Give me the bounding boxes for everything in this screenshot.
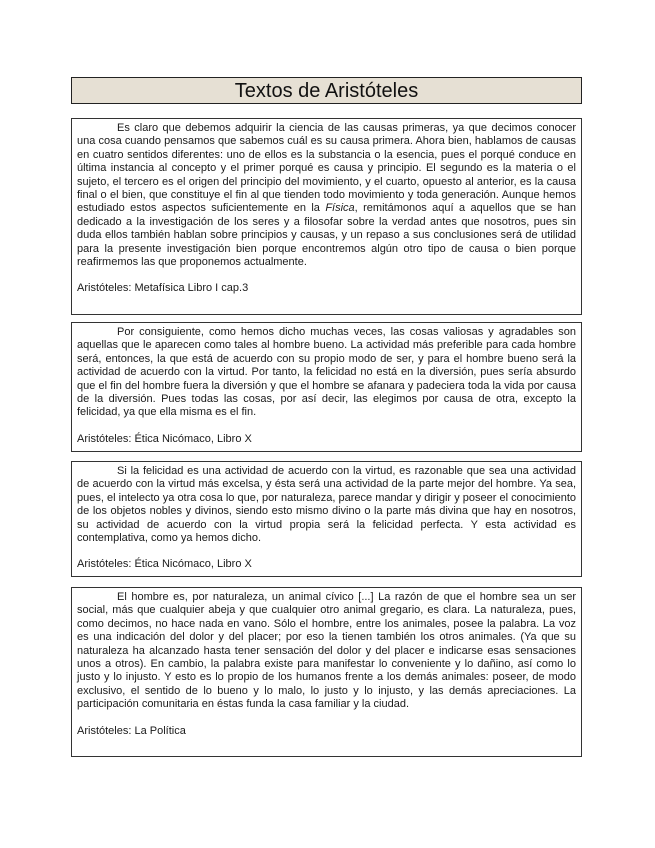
- quote-box-etica-1: [71, 322, 582, 452]
- quote-source: Aristóteles: Ética Nicómaco, Libro X: [77, 432, 252, 445]
- quote-text-part: Es claro que debemos adquirir la ciencia de las causas primeras, ya que decimos conocer una cosa cuando pensamos que sabemos cuál es su causa primera. Ahora bien, hablamos de causas en cuatro sentidos diferentes: uno de ellos es la substancia o la esencia, pues el porqué conduce en última instancia al concepto y el primer porqué es causa y principio. El segundo es la materia o el sujeto, el tercero es el origen del principio del movimiento, y el cuarto, opuesto al anterior, es la causa final o el bien, que constituye el fin al que tienden todo movimiento y toda generación. Aunque hemos estudiado estos aspectos suficientemente en la: [77, 122, 576, 215]
- quote-source: Aristóteles: Ética Nicómaco, Libro X: [77, 558, 252, 571]
- quote-box-metafisica: [71, 118, 582, 315]
- quote-source: Aristóteles: Metafísica Libro I cap.3: [77, 282, 249, 295]
- quote-text: Por consiguiente, como hemos dicho muchas veces, las cosas valiosas y agradables son aquellas que le aparecen como tales al hombre bueno. La actividad más preferible para cada hombre será, entonces, la que está de acuerdo con su propio modo de ser, y para el hombre bueno será la actividad de acuerdo con la virtud. Por tanto, la felicidad no está en la diversión, pues sería absurdo que el fin del hombre fuera la diversión y que el hombre se afanara y padeciera toda la vida por causa de la diversión. Pues todas las cosas, por así decir, las elegimos por causa de otra, excepto la felicidad, ya que ella misma es el fin.: [77, 326, 576, 419]
- quote-source: Aristóteles: La Política: [77, 724, 186, 737]
- quote-text: [77, 122, 576, 269]
- quote-box-etica-2: [71, 461, 582, 577]
- page-title: Textos de Aristóteles: [71, 77, 582, 104]
- quote-text-italic: Física: [325, 202, 355, 215]
- quote-text: Si la felicidad es una actividad de acuerdo con la virtud, es razonable que sea una actividad de acuerdo con la virtud más excelsa, y ésta será una actividad de la parte mejor del hombre. Ya sea, pues, el intelecto ya otra cosa lo que, por naturaleza, parece mandar y dirigir y poseer el conocimiento de los objetos nobles y divinos, siendo esto mismo divino o la parte más divina que hay en nosotros, su actividad de acuerdo con la virtud propia será la felicidad perfecta. Y esta actividad es contemplativa, como ya hemos dicho.: [77, 465, 576, 545]
- quote-text: El hombre es, por naturaleza, un animal cívico [...] La razón de que el hombre sea un ser social, más que cualquier abeja y que cualquier otro animal gregario, es clara. La naturaleza, pues, como decimos, no hace nada en vano. Sólo el hombre, entre los animales, posee la palabra. La voz es una indicación del dolor y del placer; por eso la tienen también los otros animales. (Ya que su naturaleza ha alcanzado hasta tener sensación del dolor y del placer e indicarse esas sensaciones unos a otros). En cambio, la palabra existe para manifestar lo conveniente y lo dañino, así como lo justo y lo injusto. Y esto es lo propio de los humanos frente a los demás animales: poseer, de modo exclusivo, el sentido de lo bueno y lo malo, lo justo y lo injusto, y las demás apreciaciones. La participación comunitaria en éstas funda la casa familiar y la ciudad.: [77, 591, 576, 711]
- quote-text-part: , remitámonos aquí a aquellos que se han dedicado a la investigación de los seres y a filosofar sobre la verdad antes que nosotros, pues sin duda ellos también hablan sobre principios y causas, y un repaso a sus conclusiones será de utilidad para la presente investigación bien porque encontremos algún otro tipo de causa o bien porque reafirmemos las que proponemos actualmente.: [77, 202, 576, 269]
- quote-box-politica: [71, 587, 582, 757]
